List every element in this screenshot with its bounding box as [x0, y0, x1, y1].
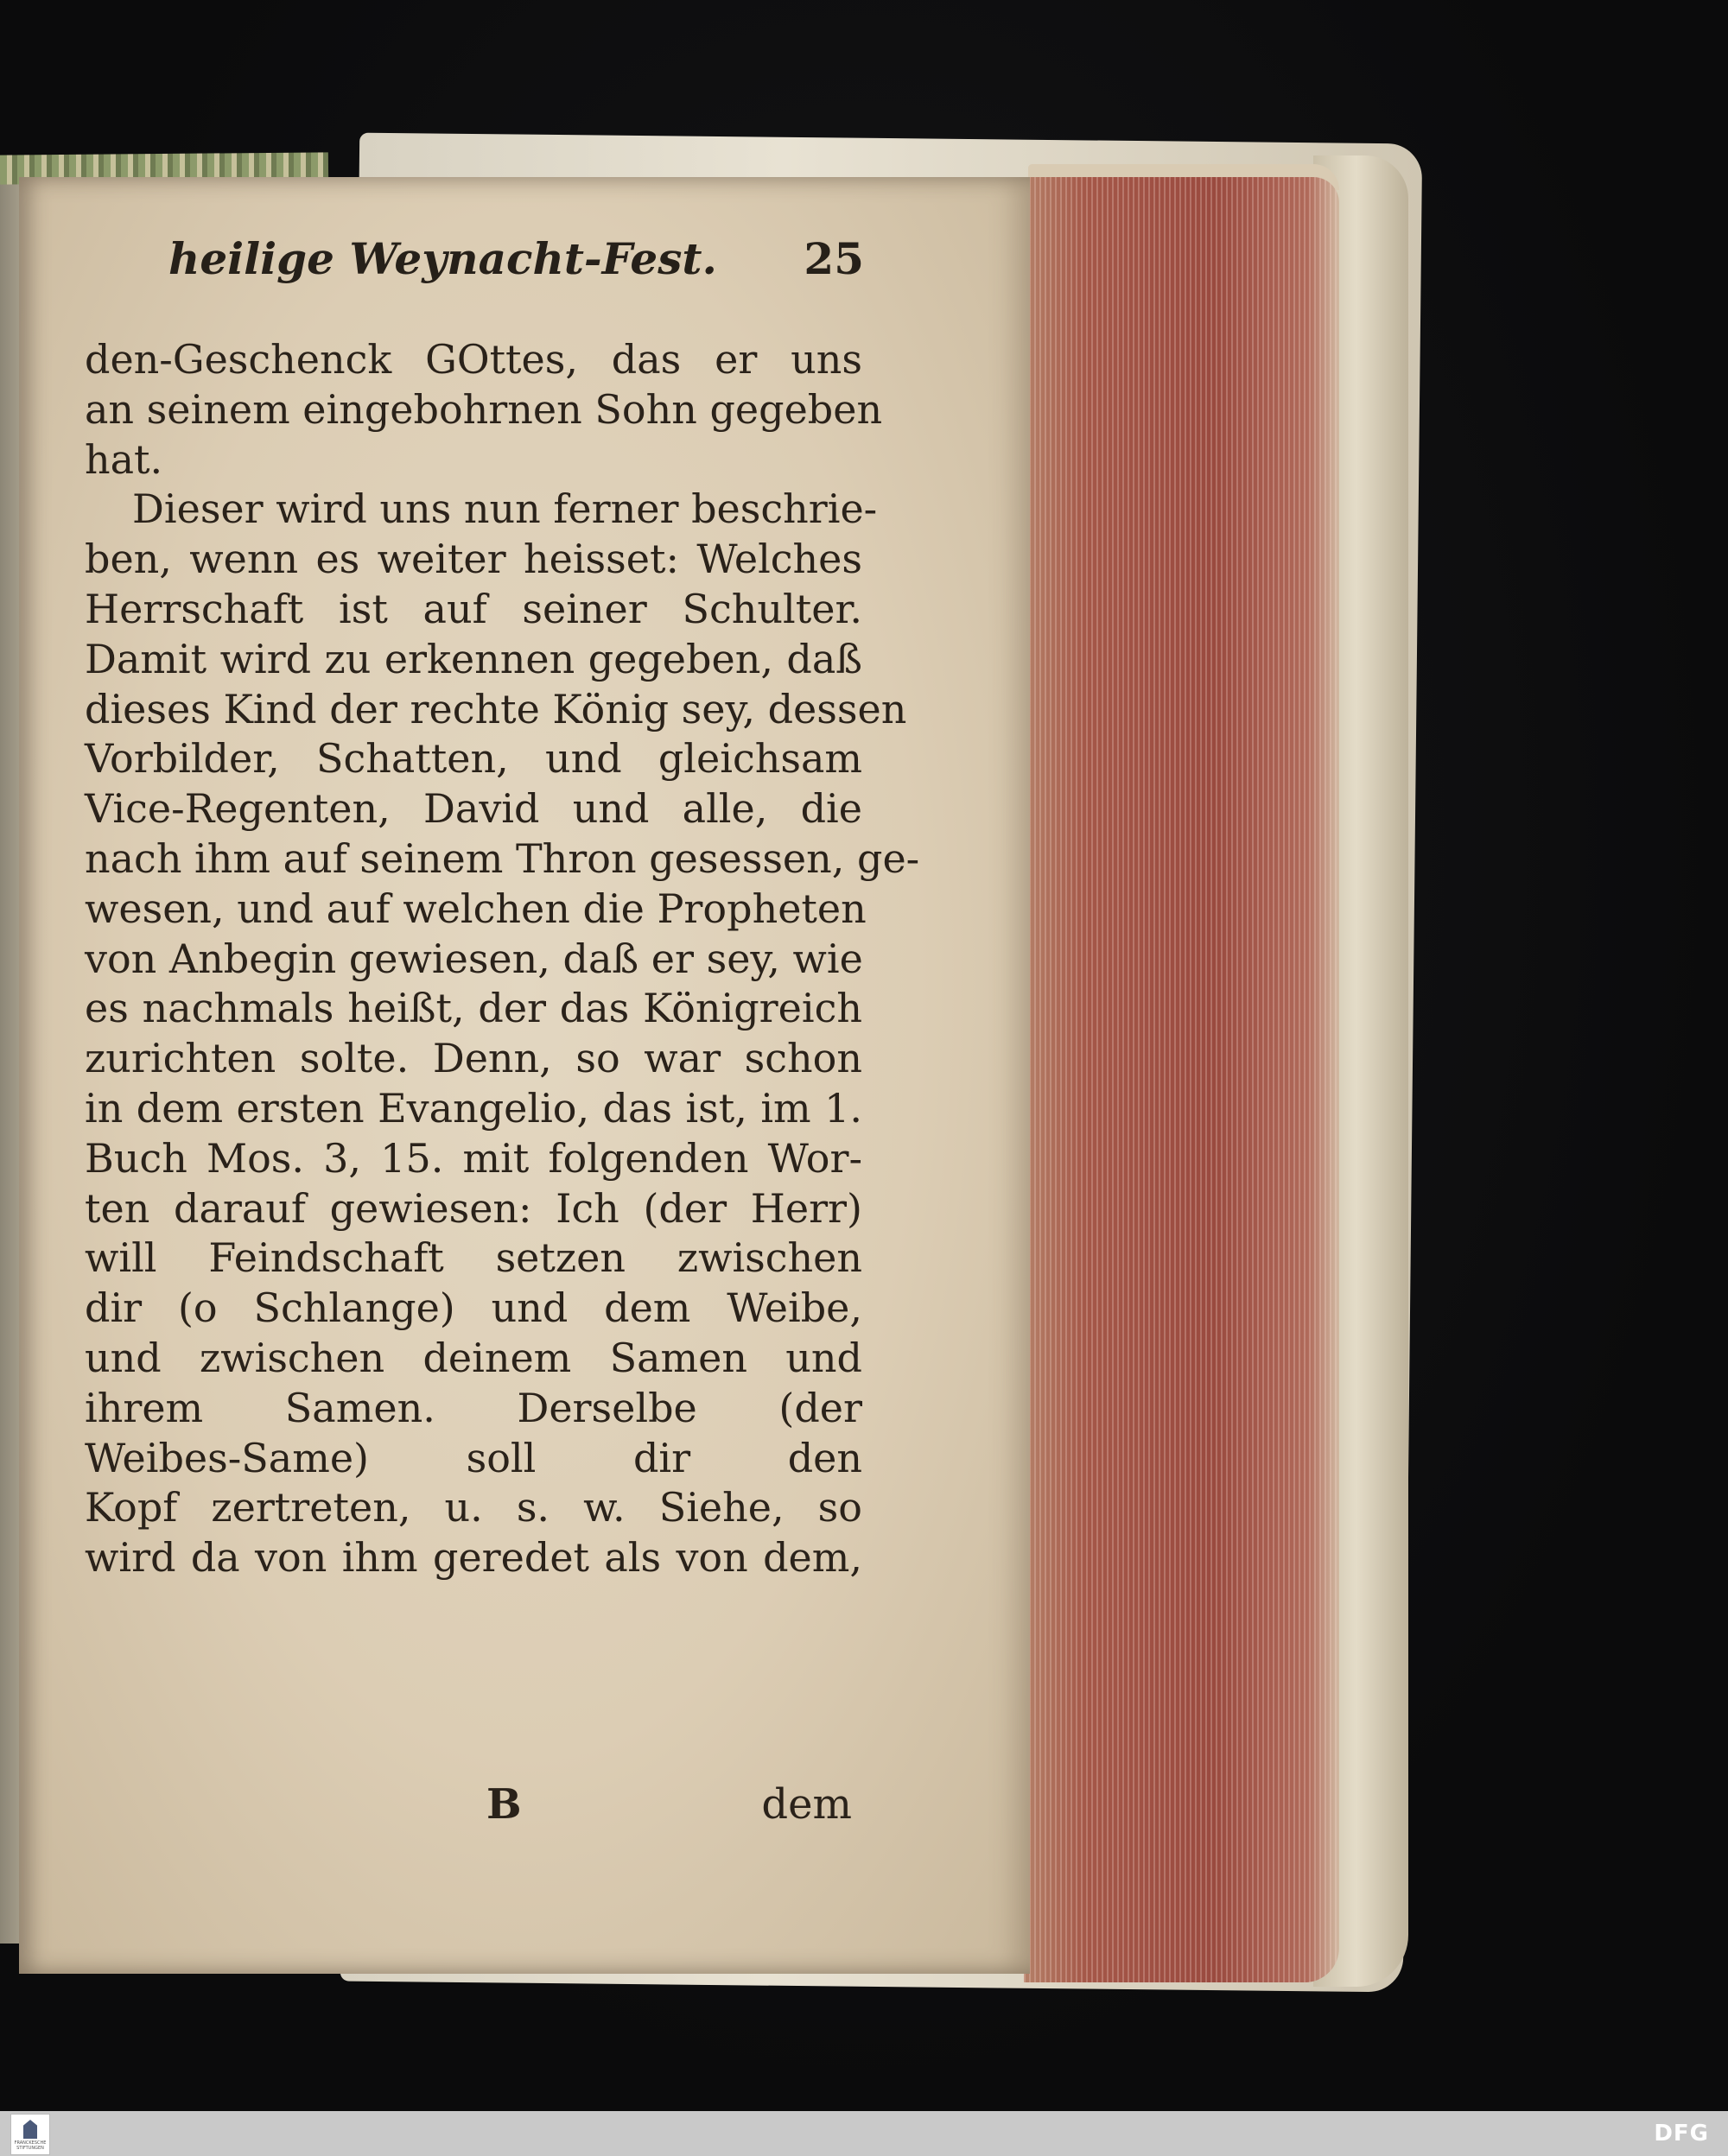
text-line: an seinem eingebohrnen Sohn gegeben	[85, 385, 883, 433]
signature-mark: B	[486, 1780, 522, 1829]
body-text	[85, 335, 920, 1583]
text-line: wesen, und auf welchen die Propheten	[85, 885, 867, 932]
text-line: Dieser wird uns nun ferner beschrie-	[132, 485, 878, 533]
text-line: Herrschaft ist auf seiner Schulter.	[85, 585, 862, 632]
page-footer	[85, 1777, 862, 1832]
page-number: 25	[804, 233, 864, 284]
viewer-footer-bar	[0, 2111, 1728, 2156]
dfg-logo: DFG	[1654, 2121, 1709, 2146]
text-line: den-Geschenck GOttes, das er uns	[85, 336, 862, 383]
red-fore-edge	[1024, 177, 1339, 1982]
text-line: es nachmals heißt, der das Königreich	[85, 985, 862, 1032]
text-line: hat.	[85, 435, 163, 483]
text-line: Weibes-Same) soll dir den	[85, 1434, 862, 1481]
text-line: von Anbegin gewiesen, daß er sey, wie	[85, 935, 863, 982]
text-line: zurichten solte. Denn, so war schon	[85, 1035, 862, 1082]
text-line: dieses Kind der rechte König sey, dessen	[85, 685, 907, 732]
text-line: ten darauf gewiesen: Ich (der Herr)	[85, 1184, 862, 1232]
text-line: Vorbilder, Schatten, und gleichsam	[85, 735, 862, 783]
text-line: und zwischen deinem Samen und	[85, 1334, 862, 1381]
library-logo-text: FRANCKESCHE STIFTUNGEN	[14, 2140, 47, 2151]
text-line: wird da von ihm geredet als von dem,	[85, 1534, 862, 1582]
text-line: nach ihm auf seinem Thron gesessen, ge-	[85, 834, 920, 882]
text-line: Vice-Regenten, David und alle, die	[85, 785, 862, 833]
text-line: in dem ersten Evangelio, das ist, im 1.	[85, 1084, 862, 1132]
building-icon	[23, 2120, 37, 2139]
text-line: ihrem Samen. Derselbe (der	[85, 1384, 862, 1431]
text-line: Damit wird zu erkennen gegeben, daß	[85, 635, 862, 682]
running-head	[168, 229, 877, 289]
text-line: will Feindschaft setzen zwischen	[85, 1234, 862, 1282]
library-logo	[10, 2114, 50, 2155]
running-head-title: heilige Weynacht-Fest.	[168, 233, 717, 284]
catchword: dem	[761, 1780, 852, 1829]
text-line: dir (o Schlange) und dem Weibe,	[85, 1284, 862, 1332]
text-line: Kopf zertreten, u. s. w. Siehe, so	[85, 1484, 862, 1531]
text-line: Buch Mos. 3, 15. mit folgenden Wor-	[85, 1134, 862, 1182]
text-line: ben, wenn es weiter heisset: Welches	[85, 536, 862, 583]
